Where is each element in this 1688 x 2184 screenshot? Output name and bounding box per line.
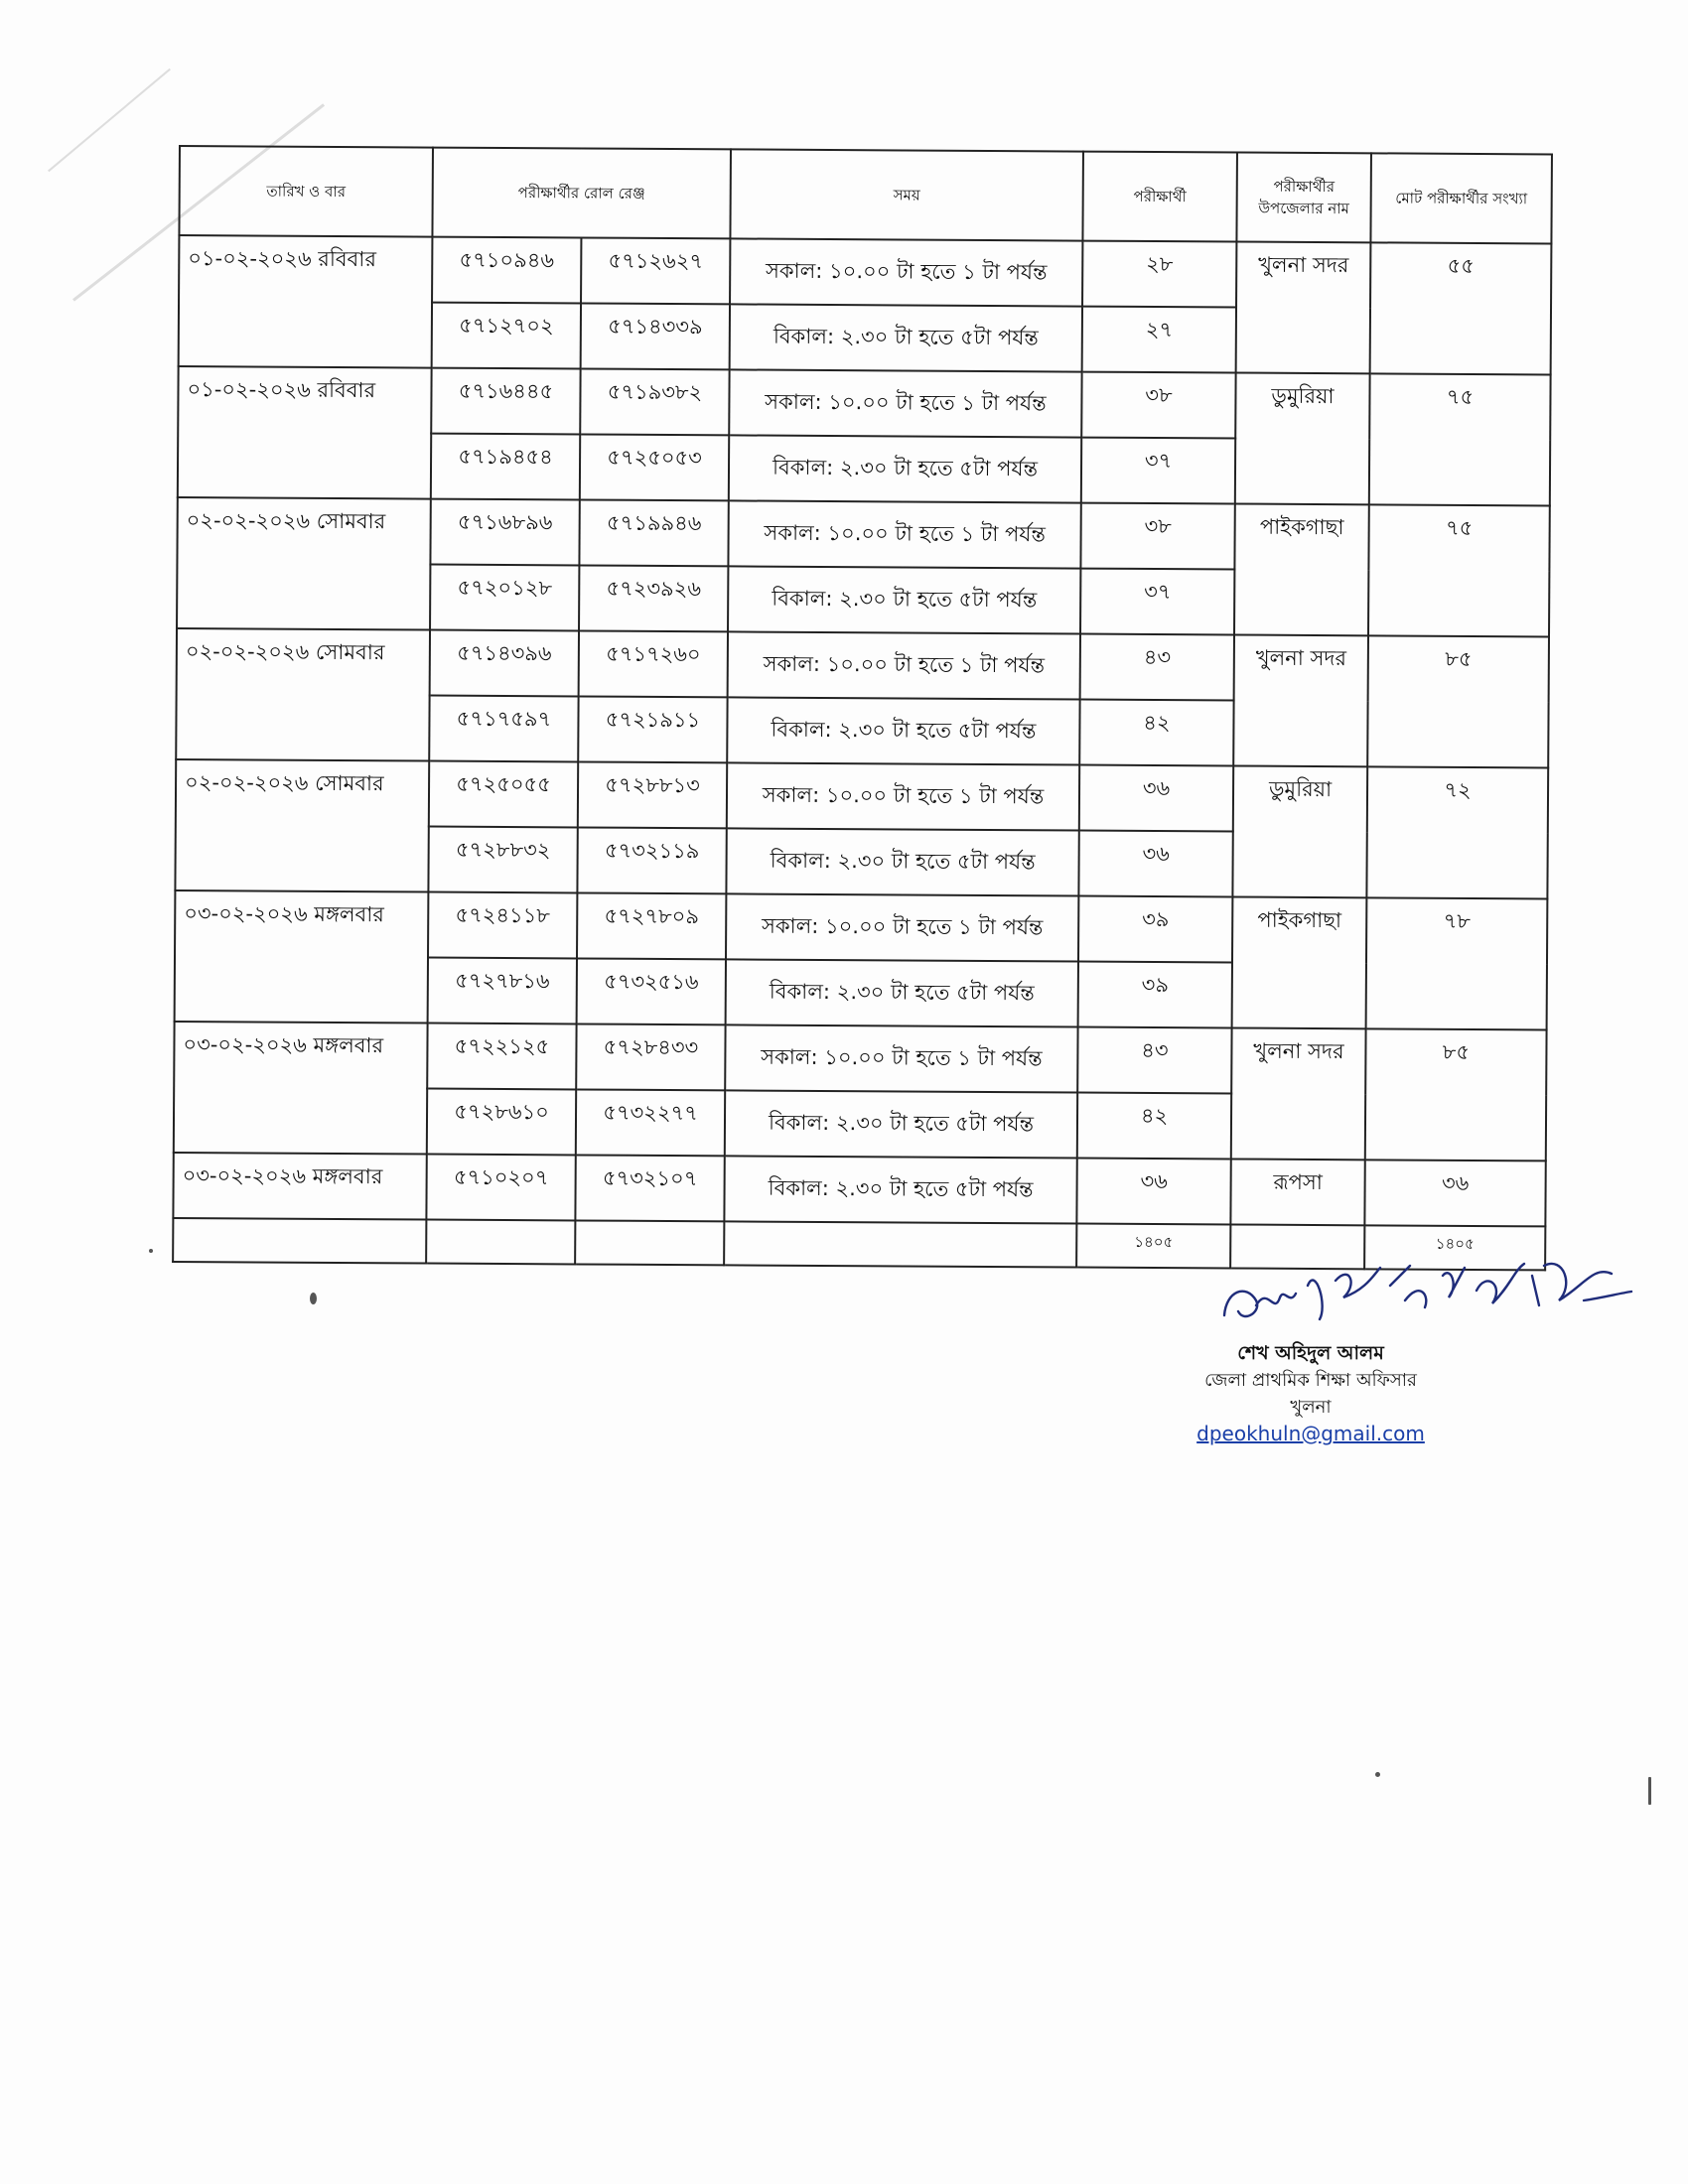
time-cell: বিকাল: ২.৩০ টা হতে ৫টা পর্যন্ত	[726, 959, 1078, 1026]
upazila-cell: খুলনা সদর	[1233, 635, 1368, 767]
scan-speck	[1648, 1777, 1651, 1805]
total-cell: ৮৫	[1367, 635, 1549, 767]
time-cell: সকাল: ১০.০০ টা হতে ১ টা পর্যন্ত	[729, 369, 1081, 437]
total-cell: ৭৮	[1366, 897, 1548, 1029]
roll-from-cell: ৫৭২০১২৮	[430, 565, 579, 631]
empty-cell	[426, 1220, 575, 1265]
table-row	[173, 1153, 1545, 1226]
table-row	[176, 759, 1548, 833]
roll-to-cell: ৫৭২৮৪৩৩	[576, 1024, 725, 1090]
total-cell: ৭৫	[1369, 373, 1551, 505]
date-cell: ০৩-০২-২০২৬ মঙ্গলবার	[173, 1153, 426, 1220]
examinee-count-cell: ৩৮	[1080, 503, 1234, 570]
exam-schedule-table	[172, 145, 1553, 1271]
time-cell: সকাল: ১০.০০ টা হতে ১ টা পর্যন্ত	[726, 893, 1078, 961]
roll-to-cell: ৫৭১৪৩৩৯	[581, 303, 730, 369]
examinee-count-cell: ৩৮	[1081, 372, 1235, 439]
date-cell: ০৩-০২-২০২৬ মঙ্গলবার	[174, 1022, 428, 1155]
roll-from-cell: ৫৭১০২০৭	[426, 1155, 575, 1221]
time-cell: সকাল: ১০.০০ টা হতে ১ টা পর্যন্ত	[725, 1024, 1077, 1092]
roll-to-cell: ৫৭২৭৮০৯	[577, 892, 726, 959]
roll-to-cell: ৫৭৩২১১৯	[577, 827, 726, 893]
examinee-count-cell: ৪৩	[1080, 634, 1234, 701]
sum-total-cell: ১৪০৫	[1364, 1225, 1545, 1270]
upazila-cell: পাইকগাছা	[1234, 504, 1369, 636]
total-cell: ৭৫	[1368, 504, 1550, 636]
time-cell: বিকাল: ২.৩০ টা হতে ৫টা পর্যন্ত	[729, 435, 1081, 502]
examinee-count-cell: ৪২	[1079, 700, 1233, 766]
table-row	[175, 890, 1547, 964]
roll-from-cell: ৫৭২৮৮৩২	[428, 827, 577, 893]
examinee-count-cell: ৪২	[1077, 1093, 1231, 1160]
roll-from-cell: ৫৭২৮৬১০	[427, 1089, 576, 1156]
roll-from-cell: ৫৭২৭৮১৬	[428, 958, 577, 1024]
signature-block	[1152, 1340, 1470, 1447]
upazila-cell: খুলনা সদর	[1236, 242, 1371, 374]
table-row	[177, 628, 1549, 702]
header-examinees: পরীক্ষার্থী	[1082, 152, 1237, 242]
date-cell: ০১-০২-২০২৬ রবিবার	[179, 235, 433, 368]
date-cell: ০২-০২-২০২৬ সোমবার	[175, 759, 429, 892]
roll-from-cell: ৫৭২৫০৫৫	[429, 761, 578, 828]
scan-speck	[1375, 1772, 1380, 1777]
examinee-count-cell: ৩৯	[1078, 896, 1232, 963]
upazila-cell: ডুমুরিয়া	[1232, 766, 1367, 898]
total-cell: ৭২	[1366, 766, 1548, 898]
roll-from-cell: ৫৭১২৭০২	[432, 303, 581, 369]
roll-from-cell: ৫৭১০৯৪৬	[432, 237, 581, 304]
examinee-count-cell: ৩৬	[1076, 1159, 1230, 1225]
table-row	[177, 497, 1549, 571]
table-row	[179, 235, 1551, 309]
roll-to-cell: ৫৭২১৯১১	[578, 696, 727, 762]
roll-to-cell: ৫৭১৯৯৪৬	[579, 499, 728, 566]
officer-place: খুলনা	[1290, 1397, 1332, 1418]
total-cell: ৩৬	[1364, 1160, 1545, 1226]
date-cell: ০৩-০২-২০২৬ মঙ্গলবার	[175, 890, 429, 1024]
examinee-count-cell: ৩৬	[1079, 765, 1233, 832]
time-cell: সকাল: ১০.০০ টা হতে ১ টা পর্যন্ত	[727, 762, 1079, 830]
scan-speck	[149, 1249, 153, 1253]
roll-from-cell: ৫৭১৯৪৫৪	[431, 434, 580, 500]
roll-to-cell: ৫৭২৮৮১৩	[578, 761, 727, 828]
signature-scribble	[1216, 1246, 1633, 1345]
total-cell: ৮৫	[1365, 1028, 1547, 1160]
date-cell: ০১-০২-২০২৬ রবিবার	[178, 366, 432, 499]
header-total: মোট পরীক্ষার্থীর সংখ্যা	[1370, 153, 1552, 243]
roll-to-cell: ৫৭৩২১০৭	[575, 1155, 724, 1221]
roll-to-cell: ৫৭৩২৫১৬	[577, 958, 726, 1024]
examinee-count-cell: ২৮	[1082, 241, 1236, 308]
examinee-count-cell: ৩৭	[1080, 569, 1234, 635]
roll-from-cell: ৫৭২২১২৫	[427, 1024, 576, 1090]
empty-cell	[575, 1220, 724, 1265]
time-cell: বিকাল: ২.৩০ টা হতে ৫টা পর্যন্ত	[724, 1156, 1076, 1223]
roll-from-cell: ৫৭২৪১১৮	[428, 892, 577, 959]
time-cell: বিকাল: ২.৩০ টা হতে ৫টা পর্যন্ত	[727, 697, 1079, 764]
officer-name: শেখ অহিদুল আলম	[1237, 1342, 1384, 1364]
roll-to-cell: ৫৭২৩৯২৬	[579, 565, 728, 631]
examinee-count-cell: ৩৬	[1078, 831, 1232, 897]
empty-cell	[173, 1218, 426, 1264]
roll-to-cell: ৫৭২৫০৫৩	[580, 434, 729, 500]
roll-from-cell: ৫৭১৭৫৯৭	[429, 696, 578, 762]
sum-examinees-cell: ১৪০৫	[1076, 1224, 1230, 1269]
date-cell: ০২-০২-২০২৬ সোমবার	[177, 497, 431, 630]
roll-to-cell: ৫৭১৭২৬০	[579, 630, 728, 697]
time-cell: সকাল: ১০.০০ টা হতে ১ টা পর্যন্ত	[728, 500, 1080, 568]
header-upazila: পরীক্ষার্থীর উপজেলার নাম	[1236, 153, 1371, 243]
roll-to-cell: ৫৭১৯৩৮২	[580, 368, 729, 435]
roll-to-cell: ৫৭৩২২৭৭	[576, 1089, 725, 1156]
roll-from-cell: ৫৭১৬৮৯৬	[430, 499, 579, 566]
upazila-cell: পাইকগাছা	[1232, 896, 1367, 1028]
examinee-count-cell: ২৭	[1082, 307, 1236, 373]
time-cell: সকাল: ১০.০০ টা হতে ১ টা পর্যন্ত	[730, 238, 1082, 306]
total-cell: ৫৫	[1370, 242, 1552, 374]
roll-from-cell: ৫৭১৪৩৯৬	[430, 630, 579, 697]
roll-to-cell: ৫৭১২৬২৭	[581, 237, 730, 304]
time-cell: বিকাল: ২.৩০ টা হতে ৫টা পর্যন্ত	[726, 828, 1078, 895]
time-cell: বিকাল: ২.৩০ টা হতে ৫টা পর্যন্ত	[730, 304, 1082, 371]
table-header-row	[179, 146, 1552, 243]
table-row	[174, 1022, 1546, 1095]
header-time: সময়	[730, 149, 1083, 240]
officer-email-link[interactable]: dpeokhuln@gmail.com	[1196, 1422, 1425, 1445]
examinee-count-cell: ৩৭	[1081, 438, 1235, 504]
table-row	[178, 366, 1550, 440]
upazila-cell: খুলনা সদর	[1231, 1027, 1366, 1160]
scan-speck	[310, 1293, 317, 1304]
time-cell: সকাল: ১০.০০ টা হতে ১ টা পর্যন্ত	[728, 631, 1080, 699]
empty-cell	[724, 1221, 1076, 1267]
examinee-count-cell: ৩৯	[1078, 962, 1232, 1028]
examinee-count-cell: ৪৩	[1077, 1027, 1231, 1094]
officer-designation: জেলা প্রাথমিক শিক্ষা অফিসার	[1204, 1370, 1417, 1391]
time-cell: বিকাল: ২.৩০ টা হতে ৫টা পর্যন্ত	[725, 1090, 1077, 1158]
upazila-cell: রূপসা	[1230, 1159, 1364, 1225]
header-roll-range: পরীক্ষার্থীর রোল রেঞ্জ	[432, 148, 731, 239]
time-cell: বিকাল: ২.৩০ টা হতে ৫টা পর্যন্ত	[728, 566, 1080, 633]
header-date-day: তারিখ ও বার	[179, 146, 433, 237]
roll-from-cell: ৫৭১৬৪৪৫	[431, 368, 580, 435]
date-cell: ০২-০২-২০২৬ সোমবার	[176, 628, 430, 761]
upazila-cell: ডুমুরিয়া	[1235, 373, 1370, 505]
